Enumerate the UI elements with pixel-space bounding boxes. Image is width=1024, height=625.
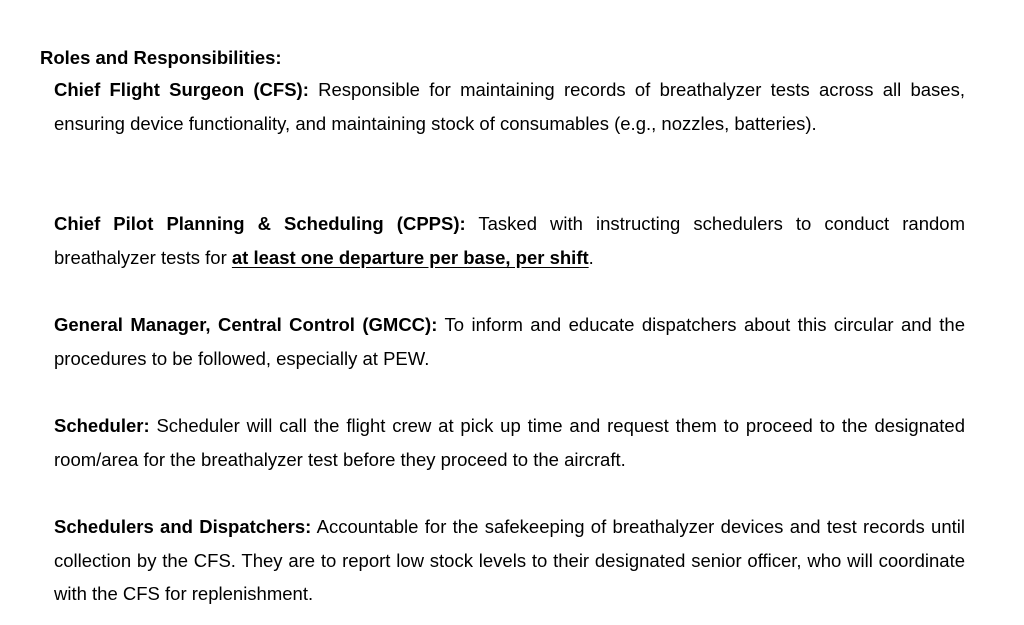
role-description: Responsible for maintaining records of breathalyzer tests across all bases, ensuring device functionality, and maintaining stock of consumables (e.g., nozzles, batteries).: [54, 79, 965, 134]
role-title: Chief Flight Surgeon (CFS):: [54, 79, 309, 100]
role-description: Scheduler will call the flight crew at pick up time and request them to proceed to the designated room/area for the breathalyzer test before they proceed to the aircraft.: [54, 415, 965, 470]
role-chief-flight-surgeon: [54, 73, 965, 140]
role-description: Tasked with instructing schedulers to conduct random breathalyzer tests for: [54, 213, 965, 268]
role-scheduler: [54, 409, 965, 476]
role-general-manager-central-control: [54, 308, 965, 375]
section-heading: Roles and Responsibilities:: [40, 47, 282, 68]
role-chief-pilot-planning: [54, 207, 965, 274]
role-description-end: .: [588, 246, 594, 268]
role-schedulers-and-dispatchers: [54, 510, 965, 611]
role-description: Accountable for the safekeeping of breathalyzer devices and test records until collection by the CFS. They are to report low stock levels to their designated senior officer, who will coordinate with the CFS for replenishment.: [54, 516, 965, 604]
role-description: To inform and educate dispatchers about this circular and the procedures to be followed, especially at PEW.: [54, 314, 965, 369]
role-emphasis: at least one departure per base, per shift: [231, 246, 589, 268]
role-title: Schedulers and Dispatchers:: [54, 516, 312, 537]
role-title: General Manager, Central Control (GMCC):: [54, 314, 438, 335]
role-title: Chief Pilot Planning & Scheduling (CPPS):: [54, 213, 466, 234]
role-title: Scheduler:: [54, 415, 150, 436]
